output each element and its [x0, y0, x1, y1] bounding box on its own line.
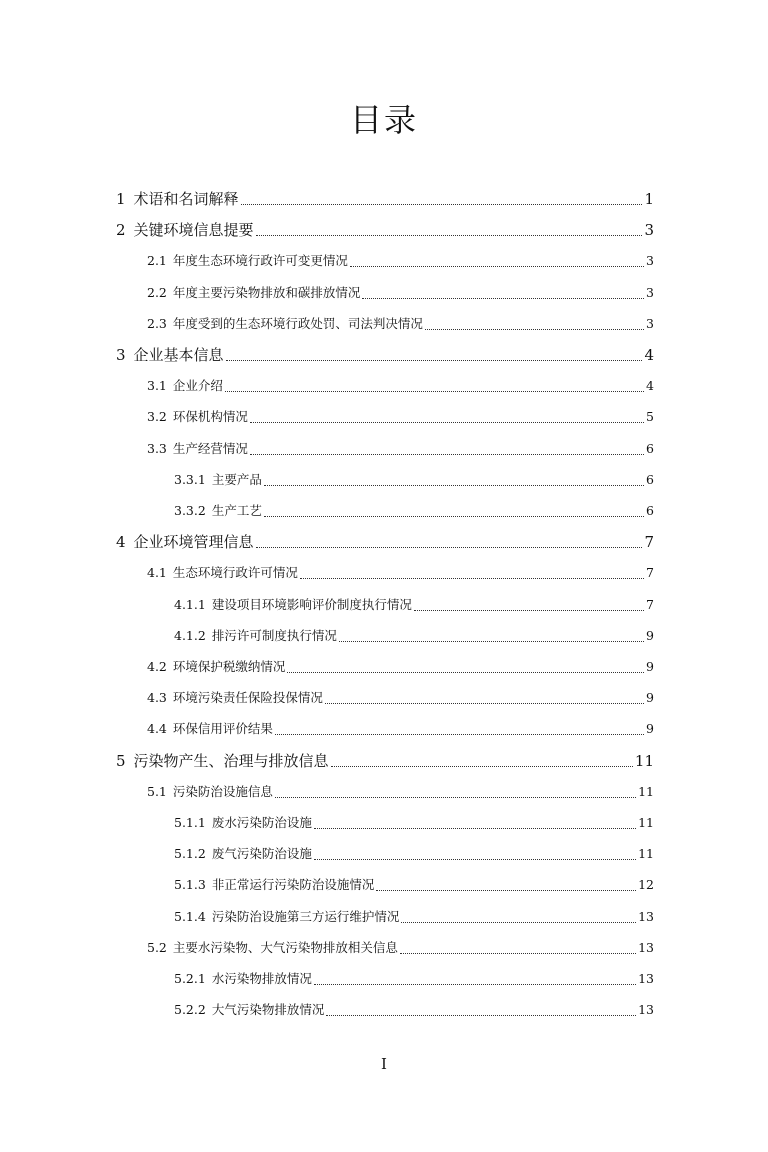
toc-entry-page: 9 [646, 627, 654, 643]
toc-entry-label: 关键环境信息提要 [133, 221, 254, 240]
toc-dot-leader [376, 890, 636, 891]
toc-entry-page: 13 [638, 939, 654, 955]
toc-dot-leader [275, 734, 644, 735]
toc-dot-leader [241, 204, 643, 205]
toc-entry-label: 主要水污染物、大气污染物排放相关信息 [172, 939, 398, 955]
toc-entry[interactable] [174, 905, 654, 929]
toc-entry-page: 9 [646, 721, 654, 737]
toc-entry-number: 3.3.1 [174, 471, 206, 487]
toc-dot-leader [250, 422, 644, 423]
toc-entry-label: 企业介绍 [172, 378, 223, 394]
toc-dot-leader [350, 266, 644, 267]
table-of-contents [0, 187, 768, 1047]
toc-entry-page: 3 [644, 221, 654, 240]
toc-dot-leader [331, 766, 633, 767]
toc-dot-leader [425, 329, 644, 330]
page-title: 目录 [349, 101, 418, 139]
toc-entry[interactable] [116, 218, 654, 242]
toc-entry[interactable] [174, 842, 654, 866]
toc-entry-label: 生产经营情况 [172, 440, 248, 456]
toc-entry[interactable] [147, 561, 654, 585]
toc-entry-page: 3 [646, 315, 654, 331]
toc-entry-label: 废水污染防治设施 [211, 815, 312, 830]
toc-entry-page: 11 [634, 751, 654, 770]
toc-entry-page: 6 [646, 503, 654, 518]
toc-entry-page: 6 [646, 440, 654, 456]
toc-dot-leader [256, 547, 643, 548]
toc-entry-number: 5.2.1 [174, 971, 206, 986]
toc-entry-label: 环境保护税缴纳情况 [172, 659, 286, 674]
toc-entry[interactable] [147, 686, 654, 710]
toc-entry-number: 3.3.2 [174, 503, 206, 518]
toc-entry-number: 3.2 [147, 409, 167, 425]
toc-entry[interactable] [147, 312, 654, 336]
toc-entry-number: 2.3 [147, 315, 167, 331]
toc-entry[interactable] [174, 967, 654, 991]
toc-entry-number: 4.1.1 [174, 596, 206, 612]
toc-entry-page: 3 [646, 284, 654, 300]
toc-entry-label: 建设项目环境影响评价制度执行情况 [211, 596, 412, 612]
toc-entry-label: 年度主要污染物排放和碳排放情况 [172, 284, 361, 300]
toc-entry-number: 4 [116, 533, 126, 552]
toc-dot-leader [314, 984, 636, 985]
toc-entry-page: 7 [646, 596, 654, 612]
toc-entry[interactable] [116, 749, 654, 773]
toc-dot-leader [339, 641, 644, 642]
toc-entry[interactable] [147, 374, 654, 398]
toc-entry[interactable] [116, 530, 654, 554]
toc-entry[interactable] [147, 437, 654, 461]
toc-entry-number: 2.2 [147, 284, 167, 300]
toc-entry[interactable] [174, 873, 654, 897]
toc-dot-leader [300, 578, 644, 579]
toc-entry[interactable] [174, 499, 654, 523]
toc-dot-leader [326, 1015, 636, 1016]
toc-entry-label: 生产工艺 [211, 503, 262, 518]
toc-entry-page: 11 [638, 846, 654, 862]
toc-dot-leader [264, 485, 644, 486]
toc-entry[interactable] [116, 187, 654, 211]
toc-entry-number: 5.1.2 [174, 846, 206, 862]
toc-entry-number: 5.2.2 [174, 1002, 206, 1018]
toc-entry-label: 生态环境行政许可情况 [172, 565, 298, 581]
toc-dot-leader [275, 797, 636, 798]
toc-entry-number: 4.1 [147, 565, 167, 581]
toc-entry-page: 3 [646, 253, 654, 269]
toc-entry-number: 4.3 [147, 690, 167, 706]
toc-dot-leader [314, 828, 636, 829]
toc-entry-label: 环保信用评价结果 [172, 721, 273, 737]
page-number: I [381, 1055, 387, 1073]
toc-entry-label: 环保机构情况 [172, 409, 248, 425]
toc-entry-number: 3.3 [147, 440, 167, 456]
toc-dot-leader [400, 953, 636, 954]
toc-entry[interactable] [147, 405, 654, 429]
toc-entry-label: 污染防治设施第三方运行维护情况 [211, 908, 400, 924]
toc-entry-label: 排污许可制度执行情况 [211, 627, 337, 643]
toc-entry-page: 7 [644, 533, 654, 552]
toc-dot-leader [362, 298, 644, 299]
toc-entry-number: 4.2 [147, 659, 167, 674]
toc-entry[interactable] [147, 780, 654, 804]
toc-dot-leader [314, 859, 636, 860]
toc-entry-label: 企业基本信息 [133, 346, 224, 364]
toc-entry-number: 3.1 [147, 378, 167, 394]
toc-entry-page: 13 [638, 971, 654, 986]
toc-entry-number: 2.1 [147, 253, 167, 269]
toc-entry[interactable] [147, 249, 654, 273]
toc-dot-leader [401, 922, 636, 923]
toc-entry-label: 主要产品 [211, 471, 262, 487]
toc-entry-label: 污染防治设施信息 [172, 783, 273, 799]
toc-entry-label: 非正常运行污染防治设施情况 [211, 877, 375, 893]
toc-entry-label: 环境污染责任保险投保情况 [172, 690, 323, 706]
toc-entry-number: 5.1.4 [174, 908, 206, 924]
toc-entry-label: 年度生态环境行政许可变更情况 [172, 253, 348, 269]
toc-entry-number: 1 [116, 190, 126, 208]
toc-entry-page: 11 [638, 815, 654, 830]
toc-entry-number: 5.1.1 [174, 815, 206, 830]
toc-entry-page: 9 [646, 690, 654, 706]
toc-entry[interactable] [147, 281, 654, 305]
toc-dot-leader [414, 610, 644, 611]
toc-entry[interactable] [174, 624, 654, 648]
toc-entry-number: 2 [116, 221, 126, 240]
toc-entry-page: 13 [638, 908, 654, 924]
toc-dot-leader [225, 391, 644, 392]
toc-dot-leader [226, 360, 643, 361]
toc-entry-number: 5 [116, 751, 126, 770]
toc-entry-page: 12 [638, 877, 654, 893]
toc-entry[interactable] [147, 936, 654, 960]
toc-entry-page: 6 [646, 471, 654, 487]
toc-entry[interactable] [174, 811, 654, 835]
toc-entry-number: 5.1.3 [174, 877, 206, 893]
toc-entry-number: 4.4 [147, 721, 167, 737]
toc-entry-label: 废气污染防治设施 [211, 846, 312, 862]
toc-entry-label: 企业环境管理信息 [133, 533, 254, 552]
toc-dot-leader [287, 672, 644, 673]
toc-entry-page: 9 [646, 659, 654, 674]
toc-dot-leader [256, 235, 643, 236]
toc-dot-leader [264, 516, 644, 517]
toc-entry[interactable] [116, 343, 654, 367]
toc-entry-page: 13 [638, 1002, 654, 1018]
toc-entry-number: 5.1 [147, 783, 167, 799]
toc-entry-page: 4 [644, 346, 654, 364]
toc-dot-leader [325, 703, 644, 704]
toc-entry-number: 4.1.2 [174, 627, 206, 643]
toc-dot-leader [250, 454, 644, 455]
toc-entry-page: 1 [644, 190, 654, 208]
toc-entry[interactable] [174, 593, 654, 617]
toc-entry-label: 污染物产生、治理与排放信息 [133, 751, 329, 770]
toc-entry-label: 水污染物排放情况 [211, 971, 312, 986]
toc-entry-number: 3 [116, 346, 126, 364]
toc-entry[interactable] [147, 717, 654, 741]
toc-entry-label: 大气污染物排放情况 [211, 1002, 325, 1018]
toc-entry-page: 11 [638, 783, 654, 799]
toc-entry-label: 年度受到的生态环境行政处罚、司法判决情况 [172, 315, 423, 331]
toc-entry-page: 7 [646, 565, 654, 581]
toc-entry[interactable] [174, 998, 654, 1022]
toc-entry-page: 4 [646, 378, 654, 394]
toc-entry-page: 5 [646, 409, 654, 425]
toc-entry-label: 术语和名词解释 [133, 190, 239, 208]
toc-entry-number: 5.2 [147, 939, 167, 955]
toc-entry[interactable] [174, 468, 654, 492]
toc-entry[interactable] [147, 655, 654, 679]
